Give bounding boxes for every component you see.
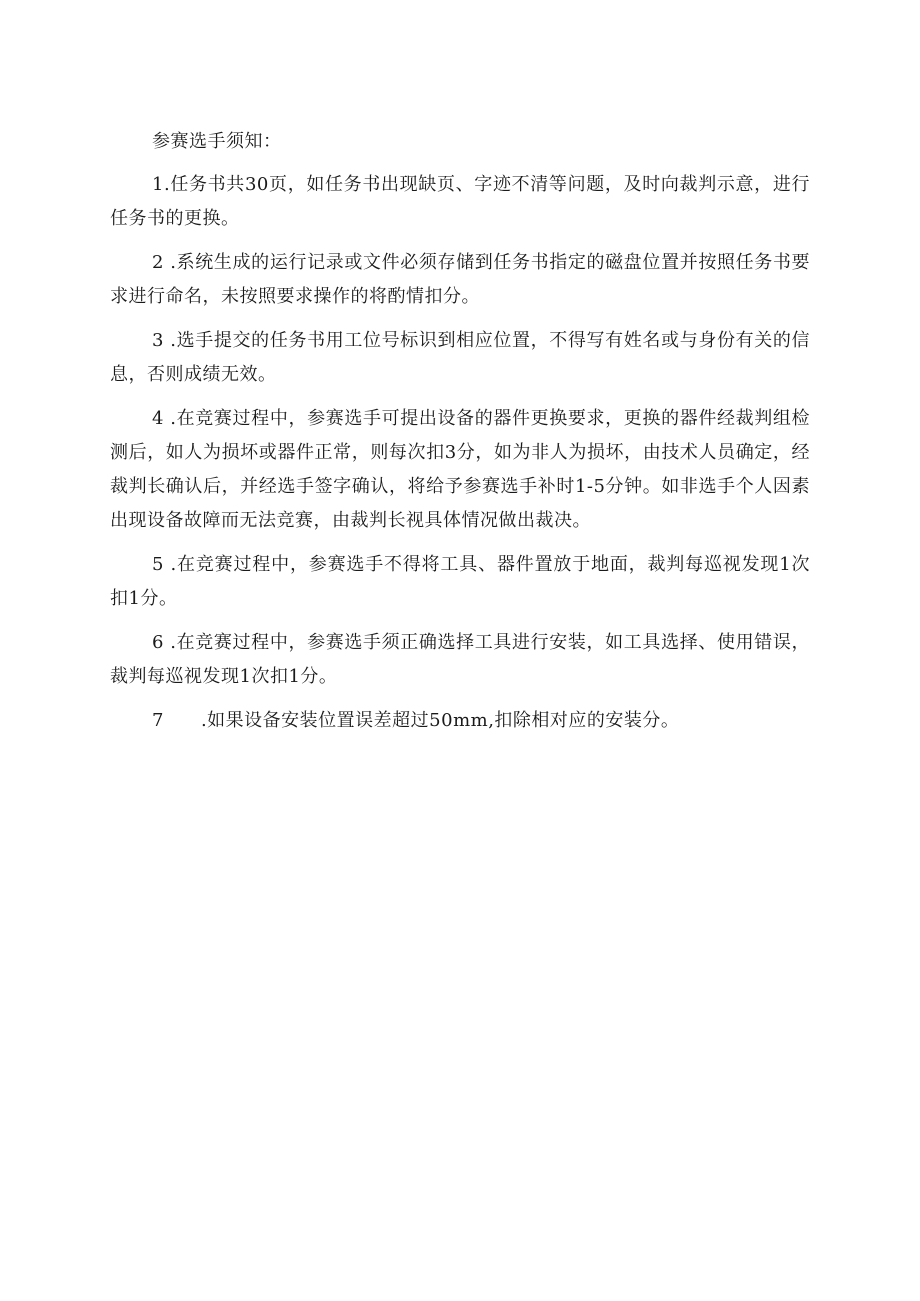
- notice-item-6: 6 .在竞赛过程中，参赛选手须正确选择工具进行安装，如工具选择、使用错误，裁判每巡视发现1次扣1分。: [110, 632, 810, 687]
- notice-item-4: 4 .在竞赛过程中，参赛选手可提出设备的器件更换要求，更换的器件经裁判组检测后，如人为损坏或器件正常，则每次扣3分，如为非人为损坏，由技术人员确定，经裁判长确认后，并经选手签字确认，将给予参赛选手补时1-5分钟。如非选手个人因素出现设备故障而无法竞赛，由裁判长视具体情况做出裁决。: [110, 408, 810, 531]
- notice-item-2: 2 .系统生成的运行记录或文件必须存储到任务书指定的磁盘位置并按照任务书要求进行命名，未按照要求操作的将酌情扣分。: [110, 252, 810, 307]
- notice-item-7: 7 .如果设备安装位置误差超过50mm,扣除相对应的安装分。: [152, 710, 680, 731]
- notice-heading: 参赛选手须知：: [152, 131, 282, 152]
- notice-item-5: 5 .在竞赛过程中，参赛选手不得将工具、器件置放于地面，裁判每巡视发现1次扣1分。: [110, 554, 810, 609]
- notice-item-3: 3 .选手提交的任务书用工位号标识到相应位置，不得写有姓名或与身份有关的信息，否则成绩无效。: [110, 330, 810, 385]
- document-body: [110, 124, 810, 748]
- notice-item-1: 1.任务书共30页，如任务书出现缺页、字迹不清等问题，及时向裁判示意，进行任务书的更换。: [110, 174, 810, 229]
